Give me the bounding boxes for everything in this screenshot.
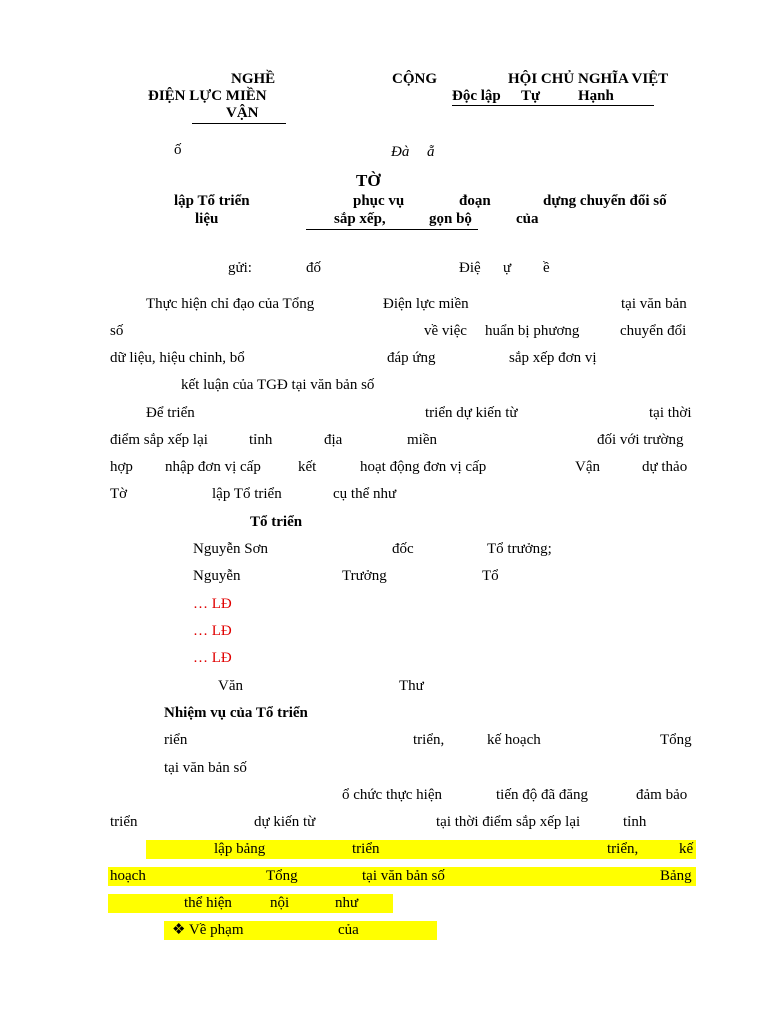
para2-text: miền	[407, 432, 437, 448]
member-item: Nguyễn Sơn	[193, 541, 269, 557]
duties-text: tại văn bản số	[164, 760, 247, 776]
duties-text: kế hoạch	[487, 732, 541, 748]
para2-text: kết	[298, 459, 317, 475]
para2-text: triển dự kiến từ	[425, 405, 518, 421]
title-sub-2a: liệu	[195, 211, 219, 227]
title-sub-2b: sắp xếp,	[334, 211, 386, 227]
para1-text: dữ liệu, hiệu chỉnh, bổ	[110, 350, 245, 366]
document-number: ố	[174, 142, 182, 158]
title-underline	[306, 229, 478, 230]
para1-text: huẩn bị phương	[485, 323, 580, 339]
highlighted-text: tại văn bản số	[362, 868, 445, 884]
para2-text: Để triển	[146, 405, 195, 421]
title-sub-2c: gọn bộ	[429, 211, 472, 227]
para1-text: đáp ứng	[387, 350, 436, 366]
para1-text: Thực hiện chỉ đạo của Tổng	[146, 296, 315, 312]
duties-text: tại thời điểm sắp xếp lại	[436, 814, 581, 830]
recipient-c: Điệ	[459, 260, 481, 276]
highlighted-text: của	[338, 922, 359, 938]
duties-text: tỉnh	[623, 814, 647, 830]
para2-text: dự thảo	[642, 459, 688, 475]
member-item: Tổ trưởng;	[487, 541, 552, 557]
highlighted-text: triển,	[607, 841, 639, 857]
recipient-e: ề	[543, 260, 550, 276]
section-heading-members: Tổ triển	[250, 514, 303, 530]
para2-text: hoạt động đơn vị cấp	[360, 459, 487, 475]
motto-underline	[452, 105, 654, 106]
para1-text: về việc	[424, 323, 467, 339]
duties-text: đảm bảo	[636, 787, 688, 803]
highlighted-text: như	[335, 895, 359, 911]
para2-text: đối với trường	[597, 432, 684, 448]
highlighted-text: lập bảng	[214, 841, 266, 857]
member-item: Trưởng	[342, 568, 387, 584]
para2-text: Vận	[575, 459, 600, 475]
member-item: đốc	[392, 541, 414, 557]
para1-text: tại văn bản	[621, 296, 687, 312]
bullet-item: ❖ Về phạm	[172, 922, 244, 938]
recipient-a: gửi:	[228, 260, 252, 276]
para1-text: số	[110, 323, 124, 339]
highlighted-text: triển	[352, 841, 380, 857]
para2-text: nhập đơn vị cấp	[165, 459, 261, 475]
para1-text: sắp xếp đơn vị	[509, 350, 597, 366]
motto-b: Tự	[521, 88, 541, 104]
highlighted-text: Tổng	[266, 868, 298, 884]
duties-text: triển,	[413, 732, 445, 748]
motto-c: Hạnh	[578, 88, 614, 104]
title-sub-1a: lập Tổ triển	[174, 193, 250, 209]
para2-text: Tờ	[110, 486, 128, 502]
title-sub-2d: của	[516, 211, 539, 227]
title-sub-1d: dựng chuyển đổi số	[543, 193, 667, 209]
member-item-red: … LĐ	[193, 650, 232, 666]
duties-text: Tổng	[660, 732, 692, 748]
place-date-b: ẵ	[427, 144, 435, 160]
section-heading-duties: Nhiệm vụ của Tổ triển	[164, 705, 308, 721]
para2-text: tỉnh	[249, 432, 273, 448]
motto-a: Độc lập	[452, 88, 501, 104]
national-title-a: CỘNG	[392, 71, 437, 87]
title-sub-1b: phục vụ	[353, 193, 405, 209]
para2-text: cụ thể như	[333, 486, 397, 502]
member-item-red: … LĐ	[193, 596, 232, 612]
highlighted-text: Bảng	[660, 868, 692, 884]
para2-text: địa	[324, 432, 343, 448]
org-underline	[192, 123, 286, 124]
para2-text: lập Tổ triển	[212, 486, 282, 502]
duties-text: tiến độ đã đăng	[496, 787, 589, 803]
duties-text: triển	[110, 814, 138, 830]
org-name: ĐIỆN LỰC MIỀN	[148, 88, 267, 104]
highlighted-text: hoạch	[110, 868, 146, 884]
org-parent-name: NGHỀ	[231, 71, 276, 87]
para2-text: hợp	[110, 459, 133, 475]
highlighted-text: kế	[679, 841, 694, 857]
duties-text: riển	[164, 732, 188, 748]
org-name-line3: VẬN	[226, 105, 259, 121]
duties-text: dự kiến từ	[254, 814, 316, 830]
member-item-red: … LĐ	[193, 623, 232, 639]
member-item: Nguyễn	[193, 568, 241, 584]
recipient-d: ự	[503, 260, 512, 276]
title-sub-1c: đoạn	[459, 193, 491, 209]
para1-text: chuyển đổi	[620, 323, 687, 339]
document-title: TỜ	[356, 171, 381, 190]
para1-text: kết luận của TGĐ tại văn bản số	[181, 377, 375, 393]
para2-text: điểm sắp xếp lại	[110, 432, 208, 448]
recipient-b: đố	[306, 260, 321, 276]
duties-text: ổ chức thực hiện	[342, 787, 442, 803]
member-item: Tổ	[482, 568, 499, 584]
place-date-a: Đà	[391, 144, 410, 160]
highlighted-text: thể hiện	[184, 895, 232, 911]
highlighted-text: nội	[270, 895, 290, 911]
national-title-b: HỘI CHỦ NGHĨA VIỆT	[508, 71, 669, 87]
member-item: Văn	[218, 678, 243, 694]
para2-text: tại thời	[649, 405, 692, 421]
member-item: Thư	[399, 678, 424, 694]
para1-text: Điện lực miền	[383, 296, 469, 312]
